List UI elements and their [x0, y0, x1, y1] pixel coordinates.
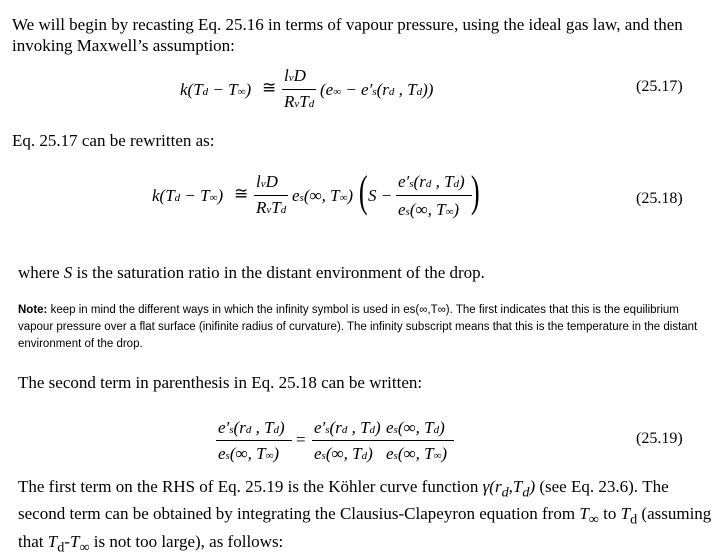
final-paragraph [18, 476, 712, 558]
kohler-func-sub1: d [501, 484, 509, 501]
where-pre: where [18, 263, 64, 282]
t-inf-sub: ∞ [588, 511, 599, 528]
tinf-sub: ∞ [79, 539, 90, 556]
final-text-3: (assuming that [18, 504, 712, 551]
where-post: is the saturation ratio in the distant environment of the drop. [72, 263, 485, 282]
note-text: keep in mind the different ways in which the infinity symbol is used in es(∞,T∞). The first indicates that this is the equilibrium vapour pressure over a flat surface (inifinite radius of curvature). The infinity subscript means that this is the temperature in the distant environment of the drop. [18, 304, 698, 350]
equation-number-25-19: (25.19) [636, 430, 683, 447]
tinf-symbol: T [69, 531, 80, 551]
final-text-2: (see Eq. 23.6). The second term can be obtained by integrating the Clausius-Clapeyron equation from [18, 477, 669, 524]
kohler-func-mid: ,T [508, 477, 523, 496]
kohler-func-end: ) [529, 477, 536, 496]
equation-25-19: e′s(rd , Td) es(∞, T∞) = e′s(rd , Td) es(∞, Td) es(∞, Td) es(∞, T∞) [0, 0, 720, 480]
equation-25-17: k(Td − T∞) ≅ lvD RvTd (e∞ − e′s(rd , Td)) [180, 66, 434, 111]
equation-number-25-18: (25.18) [636, 190, 683, 207]
final-text-4: is not too large), as follows: [89, 531, 284, 551]
rewrite-line: Eq. 25.17 can be rewritten as: [12, 131, 215, 150]
second-term-line: The second term in parenthesis in Eq. 25.18 can be written: [18, 373, 423, 392]
t-d-symbol: T [620, 504, 631, 524]
td-sub: d [57, 539, 65, 556]
intro-paragraph: We will begin by recasting Eq. 25.16 in terms of vapour pressure, using the ideal gas law, and then invoking Maxwell’s assumption: [12, 15, 683, 55]
equation-number-25-17: (25.17) [636, 78, 683, 95]
kohler-func-a: γ(r [482, 477, 502, 496]
equation-25-18: k(Td − T∞) ≅ lvD RvTd es(∞, T∞) ( S − e′s(rd , Td) es(∞, T∞) ) [152, 167, 480, 219]
kohler-func-sub2: d [522, 484, 530, 501]
kohler-function [482, 477, 536, 501]
t-inf-symbol: T [579, 504, 589, 524]
where-var: S [63, 263, 73, 282]
final-text-1: The first term on the RHS of Eq. 25.19 is the Köhler curve function [18, 477, 483, 496]
td-symbol: T [47, 531, 58, 551]
final-to: to [598, 504, 621, 524]
note-label: Note: [18, 304, 48, 316]
t-d-sub: d [630, 511, 638, 528]
minus-sign: - [64, 531, 70, 551]
